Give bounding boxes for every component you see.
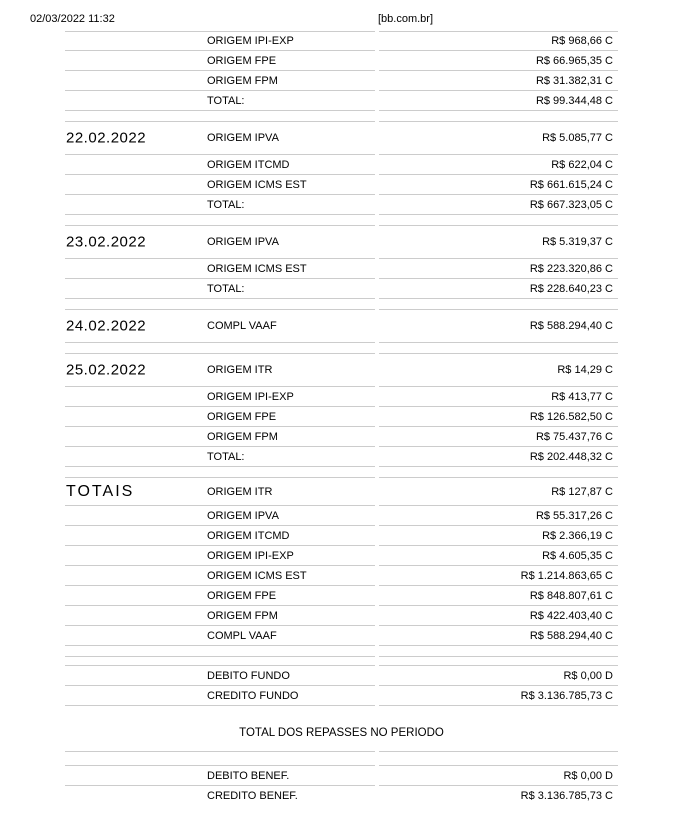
origin-label: ORIGEM FPE <box>207 589 277 602</box>
report-row <box>65 686 618 706</box>
report-row <box>65 526 618 546</box>
row-value-cell <box>379 226 618 259</box>
repasses-report-table <box>65 31 618 806</box>
row-value-cell <box>379 766 618 786</box>
report-row <box>65 175 618 195</box>
row-value-cell <box>379 175 618 195</box>
origin-label: ORIGEM FPM <box>207 74 278 87</box>
row-label-cell <box>65 752 375 766</box>
origin-label: ORIGEM FPM <box>207 430 278 443</box>
origin-label: TOTAL: <box>207 450 245 463</box>
row-label-cell <box>65 354 375 387</box>
origin-label: ORIGEM ICMS EST <box>207 178 307 191</box>
row-value-cell <box>379 686 618 706</box>
report-row <box>65 51 618 71</box>
origin-label: ORIGEM FPM <box>207 609 278 622</box>
amount-value: R$ 55.317,26 C <box>535 509 613 522</box>
amount-value: R$ 14,29 C <box>557 364 613 376</box>
row-label-cell <box>65 387 375 407</box>
row-label-cell <box>65 195 375 215</box>
report-row <box>65 407 618 427</box>
row-label-cell <box>65 586 375 606</box>
row-label-cell <box>65 666 375 686</box>
row-label-cell <box>65 279 375 299</box>
row-value-cell <box>379 626 618 646</box>
report-row <box>65 354 618 387</box>
row-value-cell <box>379 786 618 806</box>
report-row <box>65 427 618 447</box>
amount-value: R$ 588.294,40 C <box>529 629 613 642</box>
report-row <box>65 31 618 51</box>
row-label-cell <box>65 122 375 155</box>
report-row <box>65 786 618 806</box>
row-value-cell <box>379 122 618 155</box>
row-label-cell <box>65 506 375 526</box>
report-row <box>65 666 618 686</box>
report-row <box>65 259 618 279</box>
report-row <box>65 122 618 155</box>
row-value-cell <box>379 279 618 299</box>
origin-label: ORIGEM ITR <box>207 364 273 376</box>
origin-label: ORIGEM ICMS EST <box>207 569 307 582</box>
print-timestamp: 02/03/2022 11:32 <box>30 13 115 25</box>
totals-section-label: TOTAIS <box>66 482 135 500</box>
row-label-cell <box>65 226 375 259</box>
report-row <box>65 566 618 586</box>
amount-value: R$ 622,04 C <box>551 158 613 171</box>
origin-label: ORIGEM IPI-EXP <box>207 34 294 47</box>
row-label-cell <box>65 626 375 646</box>
row-label-cell <box>65 310 375 343</box>
report-row <box>65 71 618 91</box>
report-row <box>65 387 618 407</box>
row-value-cell <box>379 387 618 407</box>
row-label-cell <box>65 343 375 354</box>
summary-heading: TOTAL DOS REPASSES NO PERIODO <box>239 727 444 739</box>
row-label-cell <box>65 215 375 226</box>
report-row <box>65 626 618 646</box>
separator-row <box>65 111 618 122</box>
row-label-cell <box>65 566 375 586</box>
origin-label: ORIGEM IPI-EXP <box>207 549 294 562</box>
amount-value: R$ 0,00 D <box>563 769 613 782</box>
fund-label: DEBITO FUNDO <box>207 669 290 682</box>
row-value-cell <box>379 752 618 766</box>
amount-value: R$ 1.214.863,65 C <box>520 569 613 582</box>
report-row <box>65 279 618 299</box>
origin-label: TOTAL: <box>207 94 245 107</box>
amount-value: R$ 588.294,40 C <box>529 320 613 332</box>
row-value-cell <box>379 111 618 122</box>
row-value-cell <box>379 195 618 215</box>
origin-label: TOTAL: <box>207 198 245 211</box>
amount-value: R$ 223.320,86 C <box>529 262 613 275</box>
report-row <box>65 226 618 259</box>
row-label-cell <box>65 786 375 806</box>
amount-value: R$ 75.437,76 C <box>535 430 613 443</box>
print-source-url: [bb.com.br] <box>378 13 434 25</box>
row-label-cell <box>65 427 375 447</box>
amount-value: R$ 0,00 D <box>563 669 613 682</box>
row-value-cell <box>379 586 618 606</box>
row-value-cell <box>379 155 618 175</box>
report-row <box>65 766 618 786</box>
row-value-cell <box>379 31 618 51</box>
origin-label: ORIGEM IPVA <box>207 132 279 144</box>
amount-value: R$ 3.136.785,73 C <box>520 689 613 702</box>
row-value-cell <box>379 447 618 467</box>
row-value-cell <box>379 546 618 566</box>
row-label-cell <box>65 175 375 195</box>
report-row <box>65 447 618 467</box>
row-value-cell <box>379 215 618 226</box>
row-value-cell <box>379 310 618 343</box>
row-label-cell <box>65 51 375 71</box>
amount-value: R$ 422.403,40 C <box>529 609 613 622</box>
origin-label: ORIGEM IPVA <box>207 236 279 248</box>
row-label-cell <box>65 467 375 478</box>
row-label-cell <box>65 299 375 310</box>
amount-value: R$ 968,66 C <box>551 34 613 47</box>
amount-value: R$ 202.448,32 C <box>529 450 613 463</box>
separator-row <box>65 657 618 666</box>
amount-value: R$ 228.640,23 C <box>529 282 613 295</box>
section-date: 23.02.2022 <box>66 233 147 251</box>
row-label-cell <box>65 478 375 506</box>
row-value-cell <box>379 506 618 526</box>
report-row <box>65 195 618 215</box>
row-value-cell <box>379 646 618 657</box>
row-label-cell <box>65 646 375 657</box>
separator-row <box>65 343 618 354</box>
origin-label: ORIGEM IPI-EXP <box>207 390 294 403</box>
amount-value: R$ 5.085,77 C <box>542 132 613 144</box>
row-value-cell <box>379 478 618 506</box>
row-value-cell <box>379 91 618 111</box>
beneficiary-label: CREDITO BENEF. <box>207 790 298 802</box>
row-value-cell <box>379 343 618 354</box>
row-label-cell <box>65 71 375 91</box>
amount-value: R$ 848.807,61 C <box>529 589 613 602</box>
row-value-cell <box>379 606 618 626</box>
separator-row <box>65 299 618 310</box>
row-label-cell <box>65 766 375 786</box>
row-value-cell <box>379 657 618 666</box>
row-value-cell <box>379 467 618 478</box>
amount-value: R$ 667.323,05 C <box>529 198 613 211</box>
report-row <box>65 478 618 506</box>
origin-label: COMPL VAAF <box>207 629 277 642</box>
report-row <box>65 506 618 526</box>
row-value-cell <box>379 71 618 91</box>
row-value-cell <box>379 666 618 686</box>
report-row <box>65 606 618 626</box>
amount-value: R$ 4.605,35 C <box>542 549 613 562</box>
amount-value: R$ 2.366,19 C <box>542 529 613 542</box>
origin-label: COMPL VAAF <box>207 320 277 332</box>
origin-label: ORIGEM FPE <box>207 54 277 67</box>
row-label-cell <box>65 155 375 175</box>
amount-value: R$ 31.382,31 C <box>535 74 613 87</box>
amount-value: R$ 99.344,48 C <box>535 94 613 107</box>
row-label-cell <box>65 259 375 279</box>
amount-value: R$ 413,77 C <box>551 390 613 403</box>
row-label-cell <box>65 657 375 666</box>
row-label-cell <box>65 546 375 566</box>
section-date: 25.02.2022 <box>66 361 147 379</box>
origin-label: ORIGEM ITCMD <box>207 158 290 171</box>
origin-label: ORIGEM IPVA <box>207 509 279 522</box>
amount-value: R$ 3.136.785,73 C <box>520 790 613 802</box>
section-date: 24.02.2022 <box>66 317 147 335</box>
amount-value: R$ 661.615,24 C <box>529 178 613 191</box>
row-label-cell <box>65 407 375 427</box>
amount-value: R$ 5.319,37 C <box>542 236 613 248</box>
row-value-cell <box>379 51 618 71</box>
origin-label: TOTAL: <box>207 282 245 295</box>
origin-label: ORIGEM ITCMD <box>207 529 290 542</box>
row-value-cell <box>379 407 618 427</box>
report-row <box>65 310 618 343</box>
row-value-cell <box>379 566 618 586</box>
row-value-cell <box>379 354 618 387</box>
report-row <box>65 546 618 566</box>
amount-value: R$ 66.965,35 C <box>535 54 613 67</box>
origin-label: ORIGEM FPE <box>207 410 277 423</box>
print-header <box>0 13 700 27</box>
report-row <box>65 155 618 175</box>
amount-value: R$ 127,87 C <box>551 485 613 498</box>
row-label-cell <box>65 526 375 546</box>
row-label-cell <box>65 606 375 626</box>
beneficiary-label: DEBITO BENEF. <box>207 769 290 782</box>
origin-label: ORIGEM ICMS EST <box>207 262 307 275</box>
row-value-cell <box>379 259 618 279</box>
separator-row <box>65 752 618 766</box>
row-label-cell <box>65 686 375 706</box>
row-label-cell <box>65 91 375 111</box>
origin-label: ORIGEM ITR <box>207 485 273 498</box>
report-row <box>65 91 618 111</box>
row-value-cell <box>379 299 618 310</box>
row-label-cell <box>65 447 375 467</box>
section-date: 22.02.2022 <box>66 129 147 147</box>
amount-value: R$ 126.582,50 C <box>529 410 613 423</box>
report-row <box>65 586 618 606</box>
summary-heading-row <box>65 706 618 752</box>
separator-row <box>65 467 618 478</box>
row-value-cell <box>379 526 618 546</box>
fund-label: CREDITO FUNDO <box>207 689 299 702</box>
separator-row <box>65 646 618 657</box>
row-value-cell <box>379 427 618 447</box>
row-label-cell <box>65 111 375 122</box>
separator-row <box>65 215 618 226</box>
row-label-cell <box>65 31 375 51</box>
